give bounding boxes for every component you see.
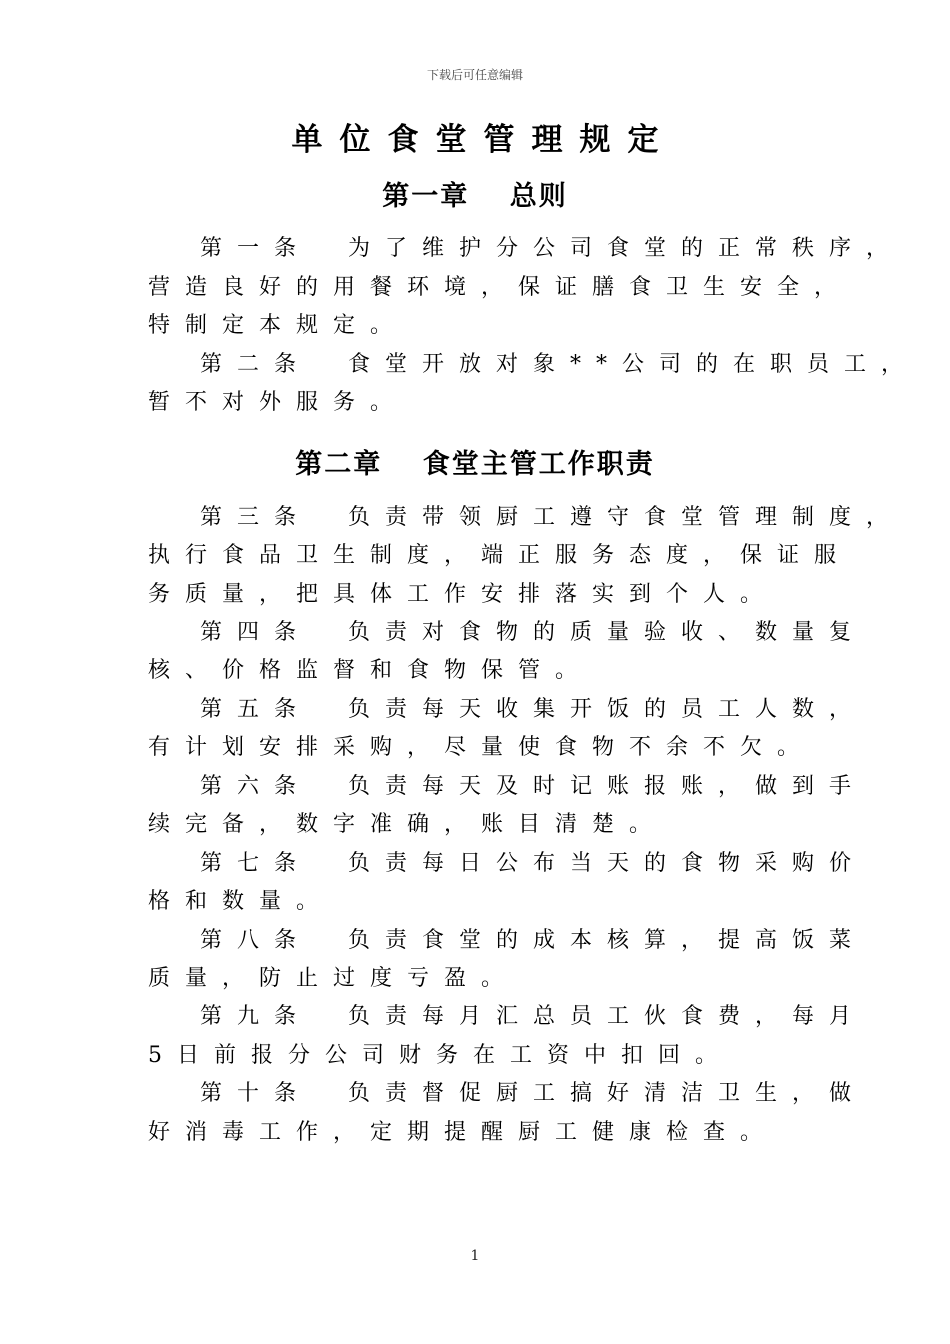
article-6-line-1: 第六条 负责每天及时记账报账，做到手 <box>200 774 867 799</box>
article-7-line-1: 第七条 负责每日公布当天的食物采购价 <box>200 851 867 876</box>
document-title: 单位食堂管理规定 <box>291 122 676 158</box>
page-number: 1 <box>470 1248 480 1264</box>
article-5-line-2: 有计划安排采购，尽量使食物不余不欠。 <box>148 735 815 760</box>
chapter-1-heading: 第一章 总则 <box>382 181 568 212</box>
article-2-line-1: 第二条 食堂开放对象**公司的在职员工， <box>200 352 919 377</box>
article-1-line-1: 第一条 为了维护分公司食堂的正常秩序， <box>200 236 904 261</box>
article-8-line-1: 第八条 负责食堂的成本核算，提高饭菜 <box>200 928 867 953</box>
article-9-line-1: 第九条 负责每月汇总员工伙食费，每月 <box>200 1004 867 1029</box>
article-9-line-2: 5日前报分公司财务在工资中扣回。 <box>148 1043 732 1068</box>
article-10-line-1: 第十条 负责督促厨工搞好清洁卫生，做 <box>200 1081 867 1106</box>
header-note: 下载后可任意编辑 <box>426 68 523 82</box>
article-4-line-1: 第四条 负责对食物的质量验收、数量复 <box>200 620 867 645</box>
article-8-line-2: 质量，防止过度亏盈。 <box>148 966 519 991</box>
article-5-line-1: 第五条 负责每天收集开饭的员工人数， <box>200 697 867 722</box>
article-1-line-2: 营造良好的用餐环境，保证膳食卫生安全， <box>148 275 852 300</box>
article-3-line-1: 第三条 负责带领厨工遵守食堂管理制度， <box>200 505 904 530</box>
article-4-line-2: 核、价格监督和食物保管。 <box>148 658 593 683</box>
article-1-line-3: 特制定本规定。 <box>148 313 408 338</box>
article-6-line-2: 续完备，数字准确，账目清楚。 <box>148 812 667 837</box>
chapter-2-heading: 第二章 食堂主管工作职责 <box>295 449 655 480</box>
article-7-line-2: 格和数量。 <box>148 889 334 914</box>
article-2-line-2: 暂不对外服务。 <box>148 390 408 415</box>
article-3-line-3: 务质量，把具体工作安排落实到个人。 <box>148 582 778 607</box>
article-10-line-2: 好消毒工作，定期提醒厨工健康检查。 <box>148 1120 778 1145</box>
article-3-line-2: 执行食品卫生制度，端正服务态度，保证服 <box>148 543 852 568</box>
